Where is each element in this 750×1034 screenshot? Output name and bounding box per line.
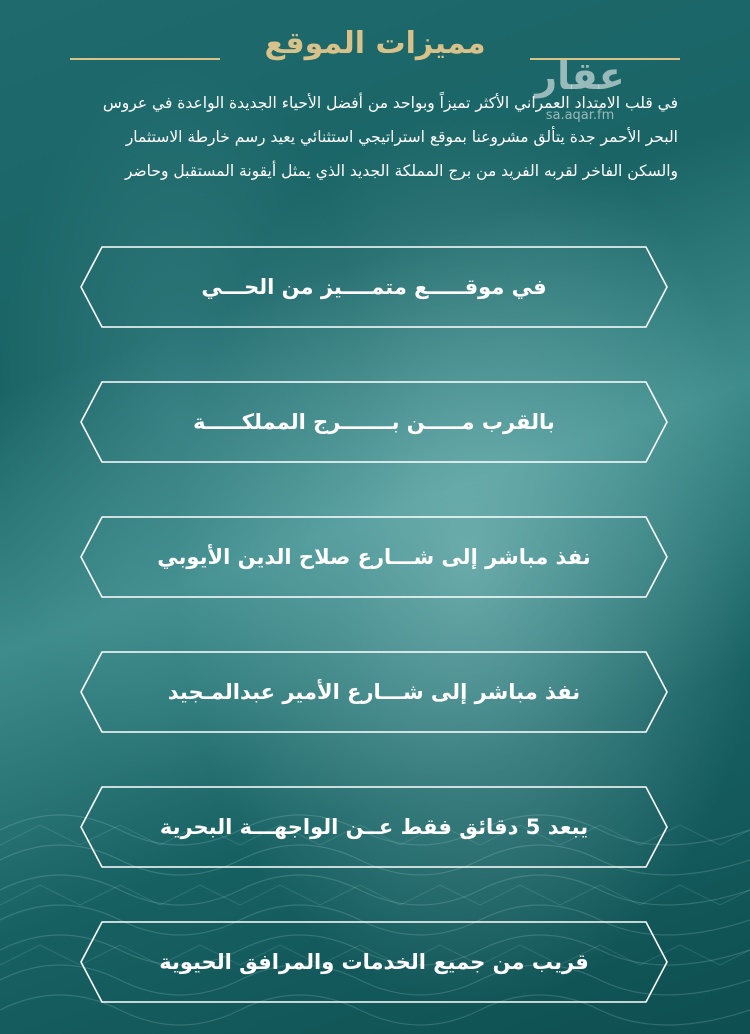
page-title: مميزات الموقع [264,26,486,61]
feature-text: يبعد 5 دقائق فقط عــن الواجهـــة البحرية [159,815,589,839]
feature-box [80,246,668,328]
watermark-url: sa.aqar.fm [545,108,615,123]
intro-paragraph: في قلب الامتداد العمراني الأكثر تميزاً وبواحد من أفضل الأحياء الجديدة الواعدة في عروس البحر الأحمر جدة يتألق مشروعنا بموقع استراتيجي استثنائي يعيد رسم خارطة الاستثمار والسكن الفاخر لقربه الفريد من برج المملكة الجديد الذي يمثل أيقونة المستقبل وحاضر [102,94,678,180]
feature-box [80,651,668,733]
feature-box [80,516,668,598]
feature-box [80,921,668,1003]
feature-text: بالقرب مـــــن بـــــــرج المملكـــــة [193,410,555,434]
feature-text: في موقـــــع متمــــيز من الحـــي [201,275,547,299]
watermark-logo: عقار [535,54,625,98]
feature-box [80,786,668,868]
feature-box [80,381,668,463]
feature-text: قريب من جميع الخدمات والمرافق الحيوية [159,950,589,974]
feature-text: نفذ مباشر إلى شـــارع صلاح الدين الأيوبي [157,545,591,569]
feature-text: نفذ مباشر إلى شـــارع الأمير عبدالمـجيد [167,680,581,704]
